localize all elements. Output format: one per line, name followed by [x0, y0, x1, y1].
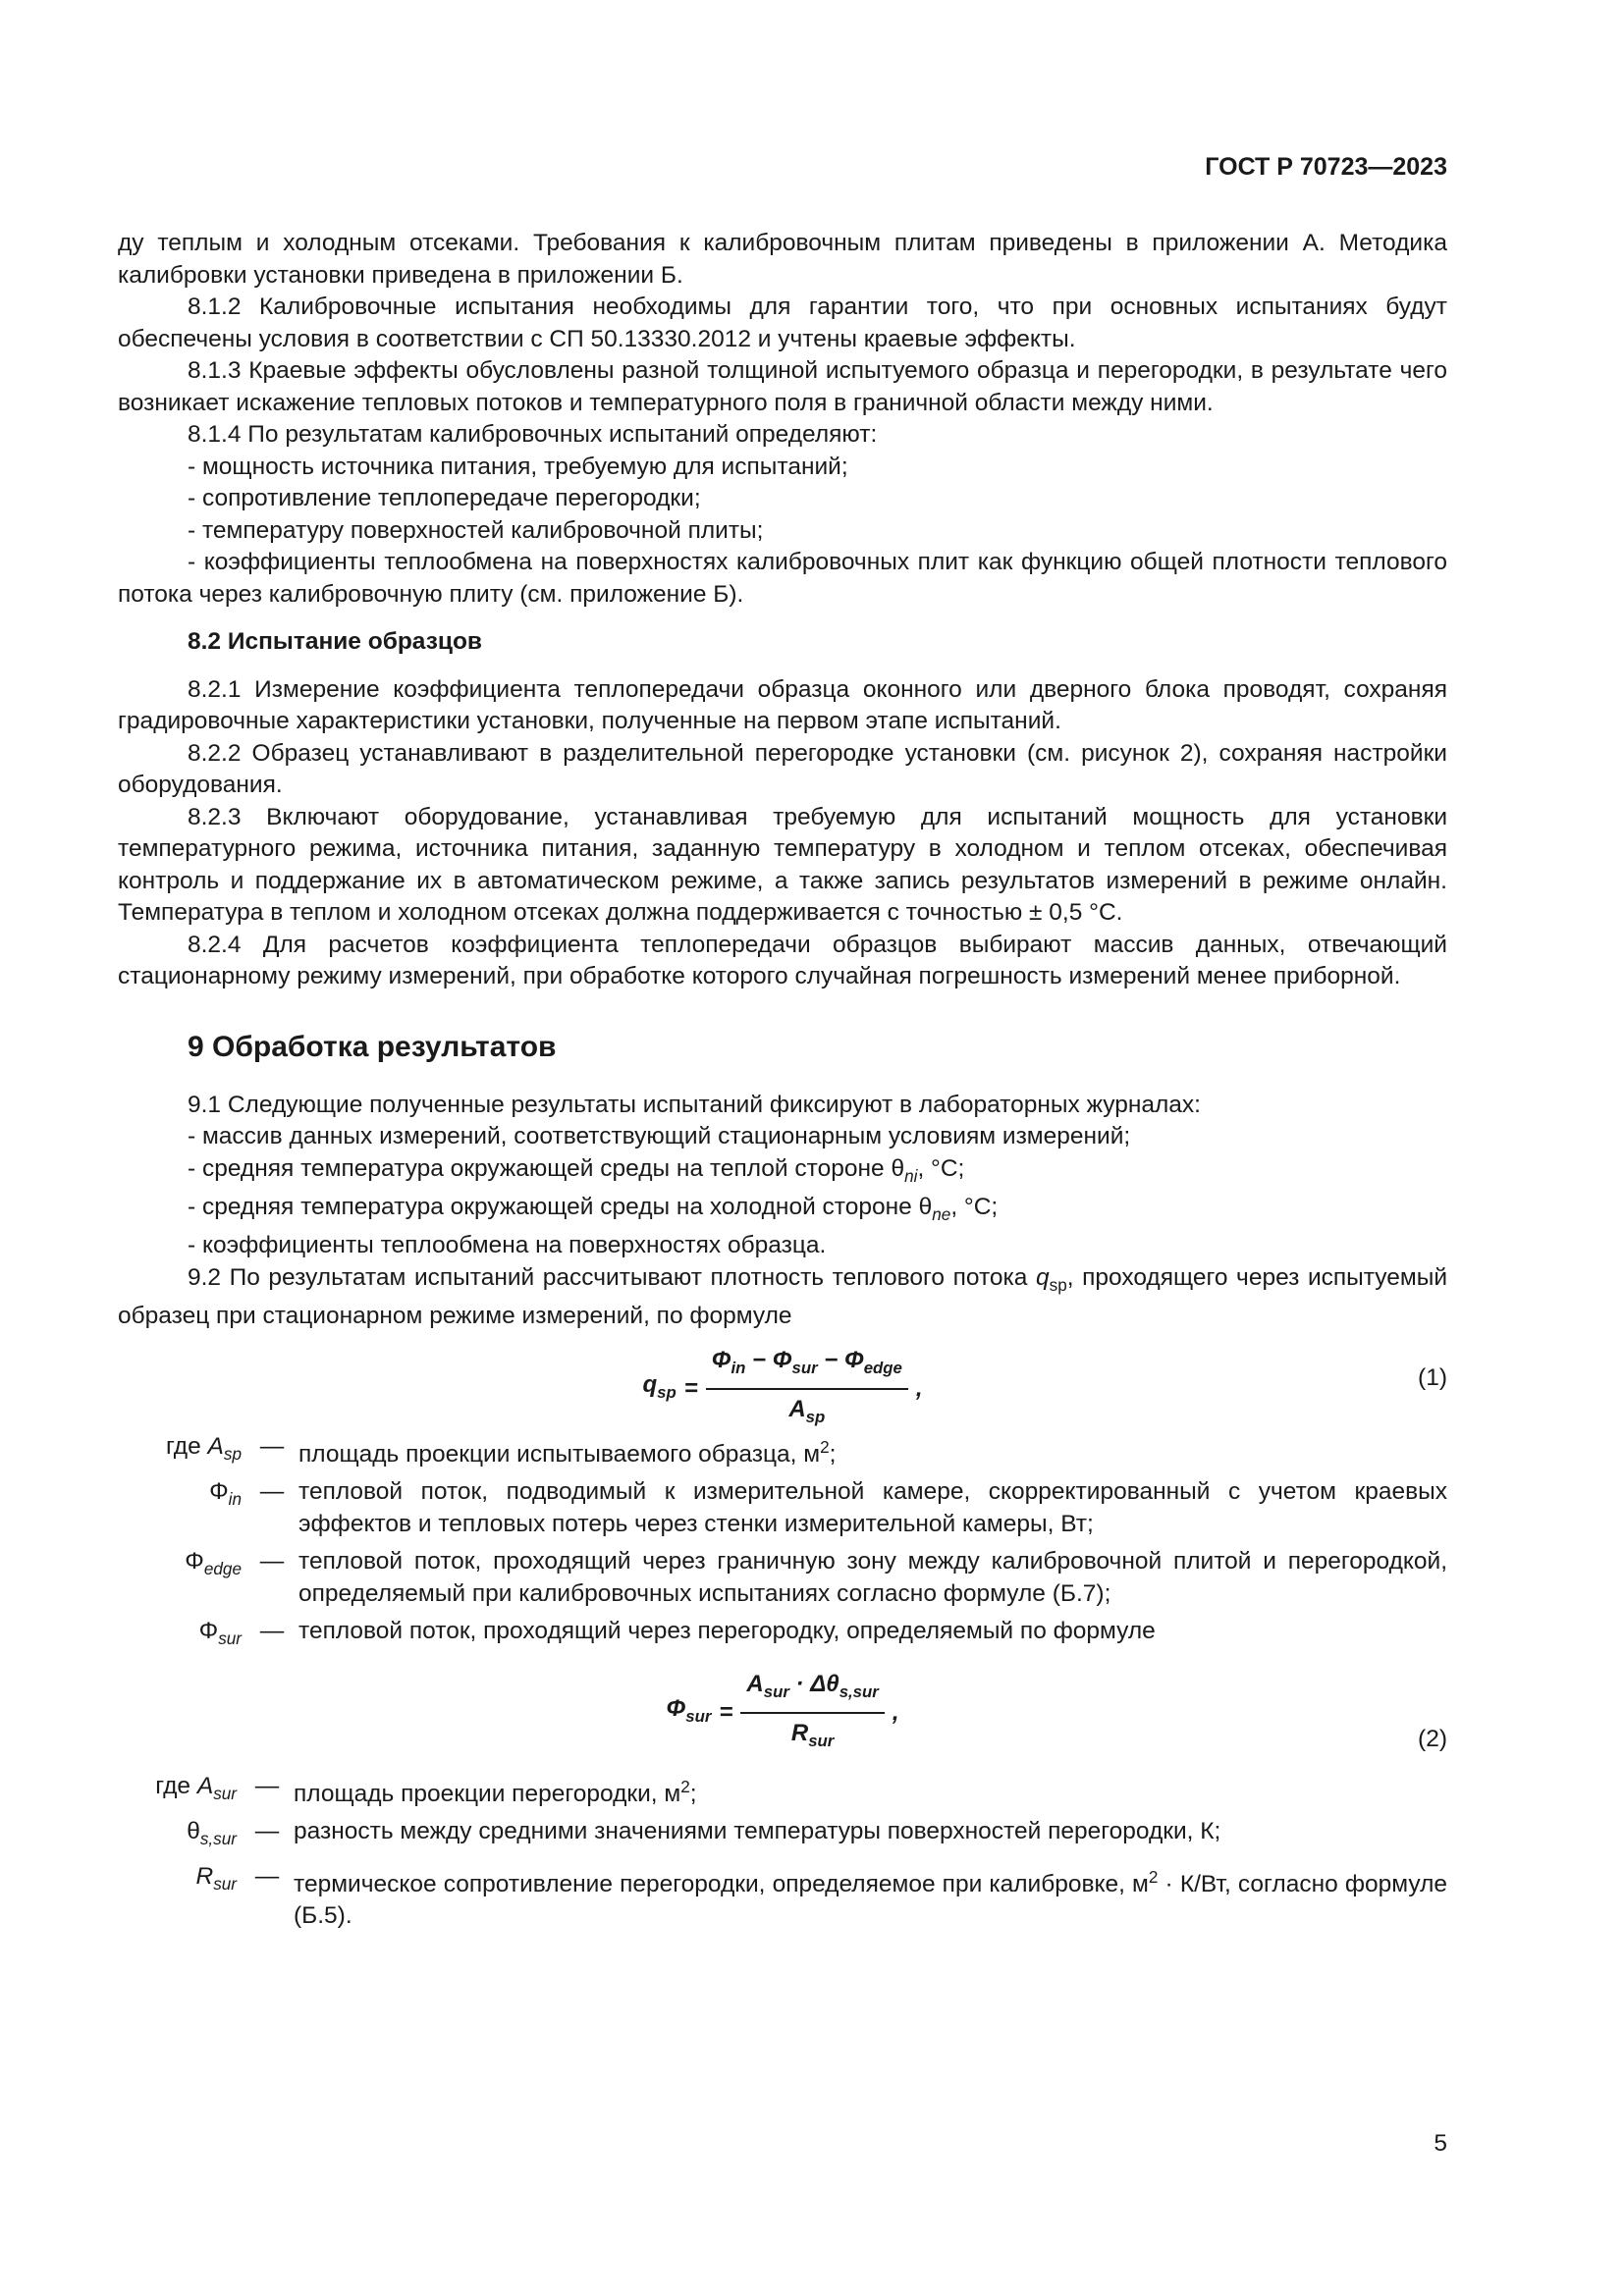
formula-body: [118, 1669, 1447, 1758]
paragraph: 8.2.4 Для расчетов коэффициента теплопередачи образцов выбирают массив данных, отвечающий стационарному режиму измерений, при обработке которого случайная погрешность измерений менее приборной.: [118, 931, 1447, 989]
list-item: - температуру поверхностей калибровочной плиты;: [188, 516, 764, 544]
document-number: ГОСТ Р 70723—2023: [1205, 153, 1447, 181]
subscript: ni: [904, 1165, 918, 1186]
variable-description: тепловой поток, проходящий через граничную зону между калибровочной плитой и перегородкой, определяемый при калибровочных испытаниях согласно формуле (Б.7);: [298, 1548, 1447, 1607]
fraction-numerator: $\Phi_{in} - \Phi_{sur} - \Phi_{edge}$: [706, 1345, 908, 1390]
variable-description: термическое сопротивление перегородки, определяемое при калибровке, $м^2 \cdot К/Вт$, согласно формуле (Б.5).: [294, 1866, 1447, 1930]
dash: —: [254, 1772, 280, 1799]
variable-symbol: $\Phi_{sur}$: [198, 1618, 242, 1649]
paragraph-text: , проходящего через испытуемый образец при стационарном режиме измерений, по формуле: [118, 1263, 1447, 1330]
comma: ,: [915, 1374, 923, 1402]
equation-number: (2): [1418, 1725, 1447, 1752]
dash: —: [259, 1478, 285, 1506]
list-text: , °С;: [950, 1193, 999, 1220]
list-item: [118, 1153, 1447, 1192]
list-text: - средняя температура окружающей среды на холодной стороне θ: [188, 1193, 933, 1220]
list-item: - мощность источника питания, требуемую для испытаний;: [188, 453, 848, 480]
subscript: sp: [1049, 1274, 1067, 1295]
fraction: [706, 1345, 908, 1434]
equals-sign: =: [683, 1374, 698, 1402]
paragraph: 8.2.1 Измерение коэффициента теплопередачи образца оконного или дверного блока проводят, сохраняя градировочные характеристики установки, полученные на первом этапе испытаний.: [118, 675, 1447, 734]
paragraph: 8.1.2 Калибровочные испытания необходимы для гарантии того, что при основных испытаниях будут обеспечены условия в соответствии с СП 50.13330.2012 и учтены краевые эффекты.: [118, 294, 1447, 352]
subscript: ne: [932, 1203, 951, 1224]
variable-symbol: где $A_{sp}$: [165, 1432, 242, 1464]
dash: —: [259, 1548, 285, 1575]
variable-description: разность между средними значениями температуры поверхностей перегородки, К;: [294, 1818, 1221, 1845]
fraction: [740, 1669, 884, 1758]
paragraph: 8.2.3 Включают оборудование, устанавливая требуемую для испытаний мощность для установки температурного режима, источника питания, заданную температуру в холодном и теплом отсеках, обеспечивая контроль и поддержание их в автоматическом режиме, а также запись результатов измерений в режиме онлайн. Температура в теплом и холодном отсеках должна поддерживается с точностью ± 0,5 °С.: [118, 803, 1447, 926]
list-item: - коэффициенты теплообмена на поверхностях образца.: [188, 1232, 827, 1259]
paragraph: 9.1 Следующие полученные результаты испытаний фиксируют в лабораторных журналах:: [188, 1091, 1201, 1118]
list-item: [118, 1192, 1447, 1230]
formula-1: [118, 1337, 1447, 1426]
equals-sign: =: [719, 1698, 733, 1726]
paragraph: 8.1.4 По результатам калибровочных испытаний определяют:: [188, 421, 878, 448]
formula-lhs: $\Phi_{sur}$: [666, 1694, 712, 1726]
fraction-numerator: $A_{sur} \cdot \Delta\theta_{s,sur}$: [740, 1669, 884, 1714]
formula-2: [118, 1669, 1447, 1759]
dash: —: [254, 1862, 280, 1890]
section-heading: 8.2 Испытание образцов: [188, 628, 482, 655]
list-text: - средняя температура окружающей среды на теплой стороне θ: [188, 1154, 905, 1182]
symbol: q: [1035, 1263, 1050, 1291]
page-content: [118, 228, 1447, 1933]
variable-symbol: $\Phi_{edge}$: [185, 1548, 242, 1579]
paragraph: 8.1.3 Краевые эффекты обусловлены разной толщиной испытуемого образца и перегородки, в результате чего возникает искажение тепловых потоков и температурного поля в граничной области между ними.: [118, 357, 1447, 416]
variable-definitions-2: [118, 1771, 1447, 1933]
fraction-denominator: $R_{sur}$: [790, 1720, 835, 1750]
variable-definitions-1: [118, 1431, 1447, 1655]
paragraph: ду теплым и холодным отсеками. Требования к калибровочным плитам приведены в приложении А. Методика калибровки установки приведена в приложении Б.: [118, 230, 1447, 289]
formula-body: [118, 1345, 1447, 1434]
dash: —: [254, 1818, 280, 1845]
fraction-denominator: $A_{sp}$: [788, 1395, 826, 1426]
variable-symbol: $\Phi_{in}$: [209, 1478, 242, 1510]
equation-number: (1): [1418, 1363, 1447, 1391]
dash: —: [259, 1618, 285, 1645]
paragraph: 8.2.2 Образец устанавливают в разделительной перегородке установки (см. рисунок 2), сохраняя настройки оборудования.: [118, 739, 1447, 798]
list-item: - коэффициенты теплообмена на поверхностях калибровочных плит как функцию общей плотности теплового потока через калибровочную плиту (см. приложение Б).: [118, 549, 1447, 608]
paragraph: [118, 1262, 1447, 1333]
variable-symbol: $\theta_{s,sur}$: [187, 1818, 237, 1849]
formula-lhs: $q_{sp}$: [642, 1370, 677, 1402]
list-text: , °С;: [917, 1154, 965, 1182]
variable-description: площадь проекции перегородки, $м^2$;: [294, 1776, 697, 1807]
list-item: - массив данных измерений, соответствующий стационарным условиям измерений;: [188, 1123, 1131, 1149]
page-number: 5: [1434, 2130, 1447, 2157]
list-item: - сопротивление теплопередаче перегородки;: [188, 485, 701, 511]
dash: —: [259, 1432, 285, 1460]
chapter-heading: 9 Обработка результатов: [188, 1030, 557, 1063]
comma: ,: [892, 1698, 899, 1726]
variable-description: тепловой поток, проходящий через перегородку, определяемый по формуле: [298, 1618, 1156, 1645]
variable-description: площадь проекции испытываемого образца, $м^2$;: [298, 1436, 837, 1468]
variable-symbol: где $A_{sur}$: [155, 1772, 237, 1803]
variable-symbol: $R_{sur}$: [195, 1862, 237, 1894]
paragraph-text: 9.2 По результатам испытаний рассчитывают плотность теплового потока: [188, 1263, 1036, 1291]
variable-description: тепловой поток, подводимый к измерительной камере, скорректированный с учетом краевых эффектов и тепловых потерь через стенки измерительной камеры, Вт;: [298, 1478, 1447, 1537]
